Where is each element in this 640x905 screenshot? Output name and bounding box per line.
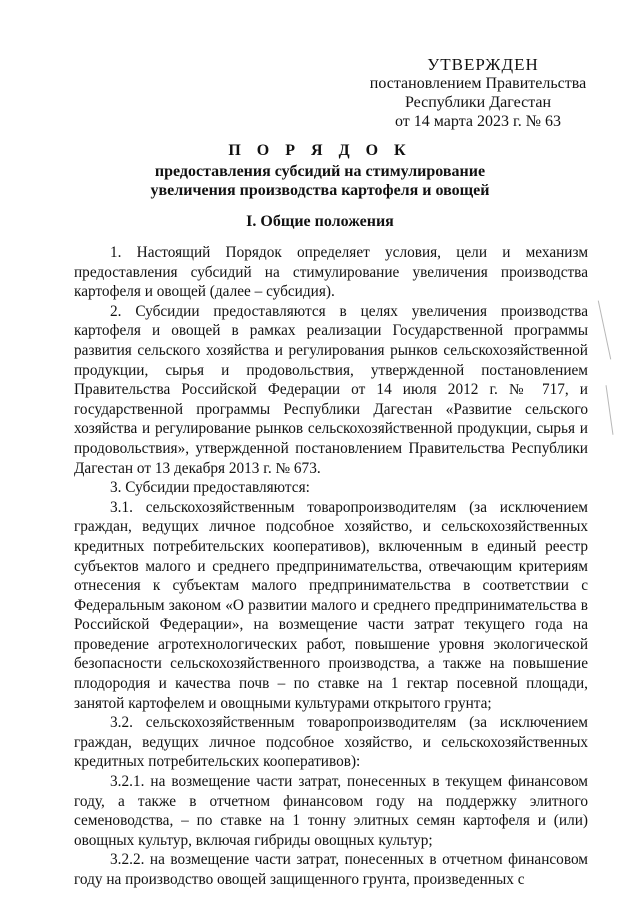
- approval-line-1: постановлением Правительства: [369, 75, 587, 92]
- paragraph: 3. Субсидии предоставляются:: [110, 479, 310, 497]
- section-heading: I. Общие положения: [246, 213, 394, 230]
- approved-label: УТВЕРЖДЕН: [427, 55, 539, 74]
- scan-artifact: [606, 385, 614, 435]
- paragraph: 3.1. сельскохозяйственным товаропроизводителям (за исключением граждан, ведущих личное подсобное хозяйство, и сельскохозяйственных кредитных потребительских кооперативов), включенным в единый реестр субъектов малого и среднего предпринимательства, отвечающим критериям отнесения к субъектам малого предпринимательства в соответствии с Федеральным законом «О развитии малого и среднего предпринимательства в Российской Федерации», на возмещение части затрат текущего года на проведение агротехнологических работ, повышение уровня экологической безопасности сельскохозяйственного производства, а также на повышение плодородия и качества почв – по ставке на 1 гектар посевной площади, занятой картофелем и овощными культурами открытого грунта;: [74, 498, 588, 712]
- paragraph: 3.2.2. на возмещение части затрат, понесенных в отчетном финансовом году на производство овощей защищенного грунта, произведенных с: [74, 851, 588, 888]
- document-subtitle: [0, 162, 640, 200]
- approval-stamp: [352, 55, 602, 131]
- paragraph: 1. Настоящий Порядок определяет условия, цели и механизм предоставления субсидий на стимулирование увеличения производства картофеля и овощей (далее – субсидия).: [74, 244, 588, 301]
- paragraph: 3.2.1. на возмещение части затрат, понесенных в текущем финансовом году, а также в отчетном финансовом году на поддержку элитного семеноводства, – по ставке на 1 тонну элитных семян картофеля и (или) овощных культур, включая гибриды овощных культур;: [74, 773, 588, 849]
- subtitle-line-2: увеличения производства картофеля и овощей: [150, 182, 490, 199]
- paragraph: 3.2. сельскохозяйственным товаропроизводителям (за исключением граждан, ведущих личное подсобное хозяйство, и сельскохозяйственных кредитных потребительских кооперативов):: [74, 714, 588, 771]
- approval-line-2: Республики Дагестан: [404, 94, 552, 111]
- document-body: [74, 243, 588, 890]
- document-title: П О Р Я Д О К: [228, 142, 412, 159]
- scan-artifact: [598, 301, 611, 360]
- approval-date-line: от 14 марта 2023 г. № 63: [395, 113, 561, 130]
- paragraph: 2. Субсидии предоставляются в целях увеличения производства картофеля и овощей в рамках реализации Государственной программы развития сельского хозяйства и регулирования рынков сельскохозяйственной продукции, сырья и продовольствия, утвержденной постановлением Правительства Российской Федерации от 14 июля 2012 г. № 717, и государственной программы Республики Дагестан «Развитие сельского хозяйства и регулирование рынков сельскохозяйственной продукции, сырья и продовольствия», утвержденной постановлением Правительства Республики Дагестан от 13 декабря 2013 г. № 673.: [74, 302, 588, 477]
- subtitle-line-1: предоставления субсидий на стимулирование: [154, 163, 486, 180]
